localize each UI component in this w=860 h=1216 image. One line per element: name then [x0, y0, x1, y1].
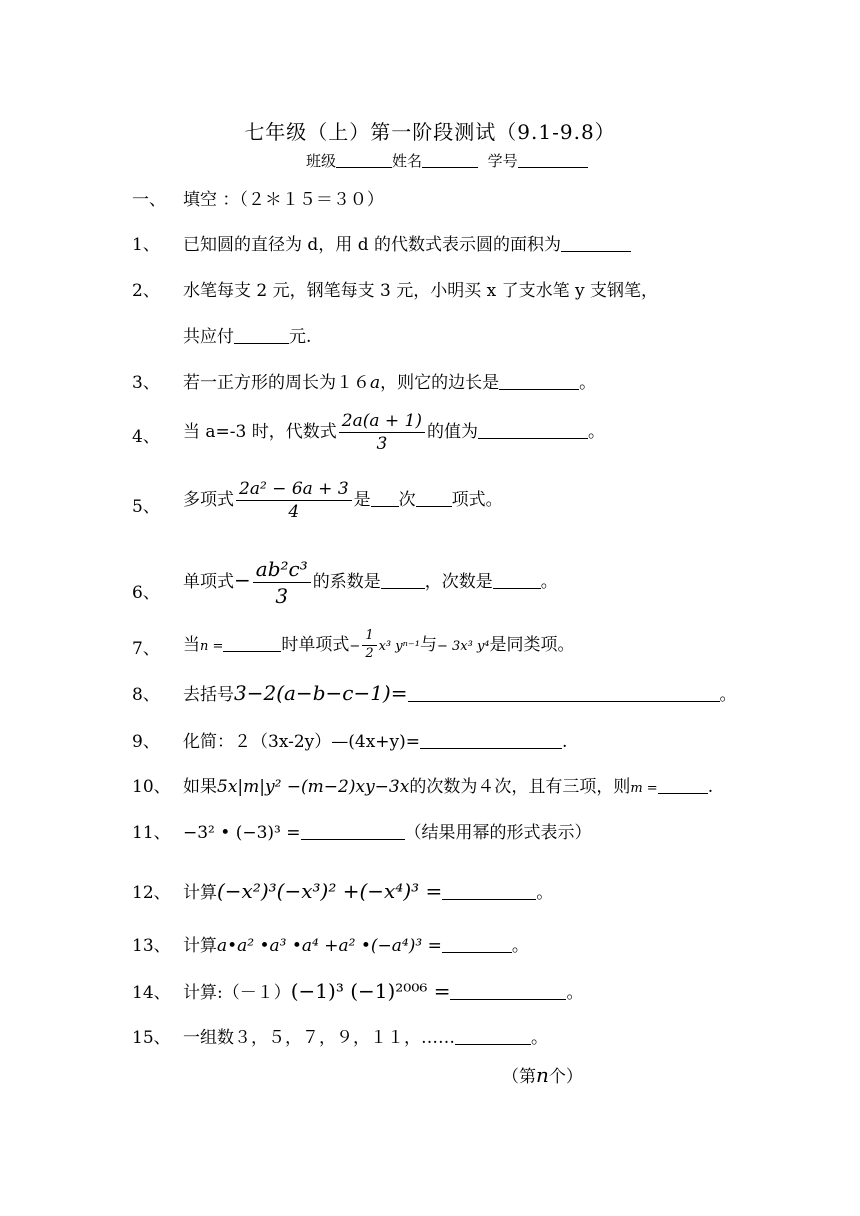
answer-blank[interactable] [416, 489, 452, 507]
answer-blank[interactable] [408, 684, 720, 702]
question-number: 13、 [132, 936, 171, 956]
question-text: 已知圆的直径为 d，用 d 的代数式表示圆的面积为 [183, 230, 631, 255]
question-number: 8、 [132, 685, 160, 705]
answer-blank[interactable] [442, 882, 536, 900]
question-number: 10、 [132, 777, 171, 797]
question-text: 化简：２（3x-2y）—(4x+y)= . [183, 732, 568, 752]
question-text: 计算(−x²)³(−x³)² +(−x⁴)³ = 。 [183, 879, 554, 903]
answer-blank[interactable] [381, 571, 425, 589]
question-text: 去括号3−2(a−b−c−1)= 。 [183, 681, 737, 705]
fraction: $\frac{\text{ab²c³}}{3}$ [253, 556, 311, 609]
answer-blank[interactable] [234, 326, 289, 344]
answer-blank[interactable] [371, 489, 399, 507]
name-label: 姓名 [392, 152, 423, 170]
section-title: 填空 ：（２＊１５＝３０） [183, 190, 384, 210]
question-text: −3² • (−3)³ = （结果用幂的形式表示） [183, 823, 592, 843]
question-number: 14、 [132, 983, 171, 1003]
note-close: 个） [548, 1067, 583, 1087]
note-variable: n [536, 1063, 549, 1087]
question-number: 3、 [132, 373, 160, 393]
question-text: 一组数３，５，７，９，１１，…… 。 [183, 1028, 548, 1048]
class-label: 班级 [306, 152, 337, 170]
question-text: 当n = 时单项式− $\frac{1}{2}$ x³ yⁿ⁻¹与− 3x³ y⁴是同类项。 [183, 628, 575, 661]
question-number: 6、 [132, 583, 160, 603]
answer-blank[interactable] [455, 1027, 531, 1045]
question-text: 单项式− $\frac{\text{ab²c³}}{3}$ 的系数是 ，次数是 。 [183, 557, 558, 608]
question-number: 2、 [132, 281, 160, 301]
answer-blank[interactable] [450, 982, 566, 1000]
answer-blank[interactable] [420, 731, 562, 749]
question-text: 计算a•a² •a³ •a⁴ +a² •(−a⁴)³ = 。 [183, 936, 529, 956]
question-text: 当 a=-3 时，代数式 $\frac{2a(a + 1)}{3}$ 的值为 。 [183, 411, 605, 455]
note-open: （第 [502, 1067, 536, 1087]
answer-blank[interactable] [223, 634, 281, 652]
fraction: $\frac{2a(a + 1)}{3}$ [339, 410, 425, 455]
question-number: 15、 [132, 1028, 171, 1048]
question-number: 5、 [132, 497, 160, 517]
section-marker: 一、 [132, 190, 166, 210]
id-blank[interactable] [518, 152, 588, 168]
answer-blank[interactable] [442, 935, 512, 953]
question-text: 共应付 元. [183, 327, 312, 347]
answer-blank[interactable] [478, 421, 588, 439]
question-text: 水笔每支 2 元，钢笔每支 3 元，小明买 x 了支水笔 y 支钢笔， [183, 281, 659, 301]
question-number: 4、 [132, 427, 160, 447]
question-number: 7、 [132, 639, 160, 659]
student-info-line [306, 150, 588, 171]
page-title: 七年级（上）第一阶段测试（9.1-9.8） [244, 120, 616, 144]
question-text: 计算:（－１）(−1)³ (−1)²⁰⁰⁶ = 。 [183, 979, 584, 1003]
answer-blank[interactable] [301, 822, 405, 840]
question-text: 如果5x|m|y² −(m−2)xy−3x的次数为４次，且有三项，则m = . [183, 777, 714, 797]
id-label: 学号 [487, 152, 518, 170]
question-number: 12、 [132, 883, 171, 903]
question-text: 若一正方形的周长为１６a，则它的边长是 。 [183, 373, 597, 393]
question-text: 多项式 $\frac{\text{2a² − 6a + 3}}{4}$ 是 次 项式。 [183, 479, 503, 523]
question-number: 9、 [132, 732, 160, 752]
answer-blank[interactable] [561, 234, 631, 252]
answer-blank[interactable] [499, 372, 579, 390]
answer-blank[interactable] [658, 776, 708, 794]
fraction: $\frac{\text{2a² − 6a + 3}}{4}$ [236, 478, 352, 523]
name-blank[interactable] [422, 152, 478, 168]
fraction: $\frac{1}{2}$ [362, 628, 376, 663]
class-blank[interactable] [336, 152, 392, 168]
question-number: 1、 [132, 235, 160, 255]
question-number: 11、 [132, 823, 171, 843]
answer-blank[interactable] [493, 571, 541, 589]
